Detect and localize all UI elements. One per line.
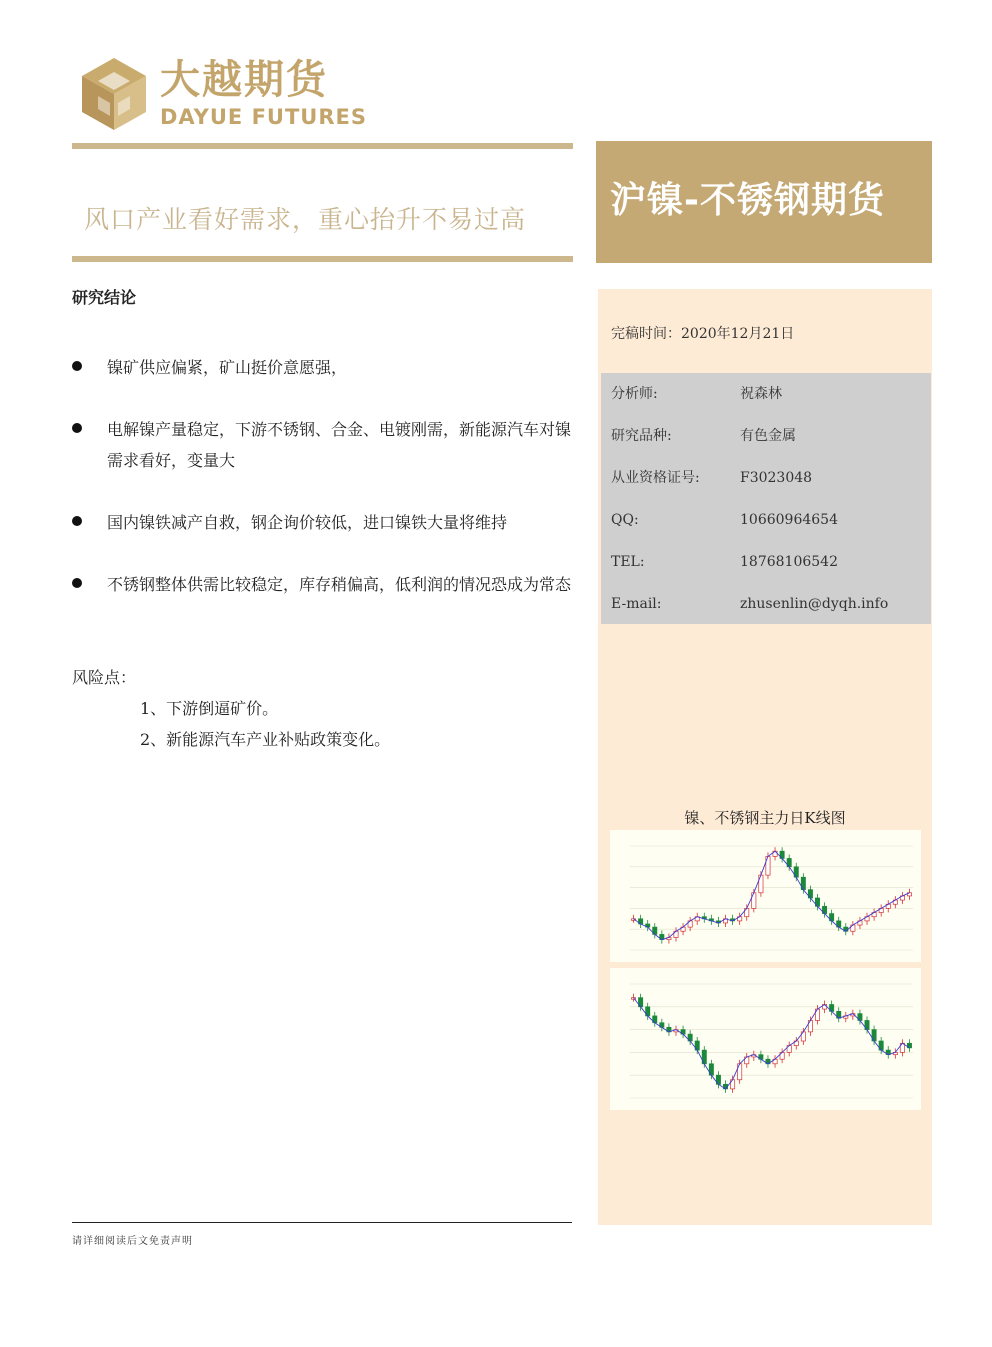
bullet-icon [72, 578, 82, 588]
header-rule-bottom [72, 256, 573, 262]
header-rule-top [72, 143, 573, 149]
info-value: 10660964654 [740, 512, 838, 528]
bullet-text: 电解镍产量稳定，下游不锈钢、合金、电镀刚需，新能源汽车对镍需求看好，变量大 [107, 420, 572, 470]
info-key: 从业资格证号: [611, 470, 700, 486]
bullet-icon [72, 423, 82, 433]
info-key: 分析师: [611, 386, 658, 402]
bullet-text: 不锈钢整体供需比较稳定，库存稍偏高，低利润的情况恐成为常态 [107, 575, 572, 594]
info-value: zhusenlin@dyqh.info [740, 596, 889, 612]
info-key: QQ: [611, 512, 639, 528]
info-value: F3023048 [740, 470, 813, 486]
info-value: 18768106542 [740, 554, 838, 570]
info-value: 有色金属 [740, 428, 796, 444]
bullet-icon [72, 516, 82, 526]
moving-average-line [634, 851, 910, 939]
info-key: TEL: [611, 554, 645, 570]
info-row-tel [611, 550, 838, 574]
bullet-text: 国内镍铁减产自救，钢企询价较低，进口镍铁大量将维持 [107, 513, 508, 532]
risk-heading: 风险点： [72, 668, 137, 687]
report-date: 完稿时间：2020年12月21日 [611, 326, 795, 342]
brand-name-en: DAYUE FUTURES [160, 105, 368, 129]
nickel-kline-chart [610, 830, 921, 962]
report-subtitle: 风口产业看好需求，重心抬升不易过高 [84, 205, 527, 234]
bullet-icon [72, 361, 82, 371]
info-row-email [611, 592, 888, 616]
product-banner [596, 141, 932, 263]
chart-caption: 镍、不锈钢主力日K线图 [684, 809, 846, 827]
footer-rule [72, 1222, 572, 1223]
footer-disclaimer: 请详细阅读后文免责声明 [72, 1236, 193, 1247]
info-row-qq [611, 508, 838, 532]
info-key: 研究品种: [611, 428, 672, 444]
info-key: E-mail: [611, 596, 662, 612]
risk-item: 2、新能源汽车产业补贴政策变化。 [140, 730, 391, 749]
risk-item: 1、下游倒逼矿价。 [140, 699, 279, 718]
stainless-kline-chart [610, 968, 921, 1110]
conclusion-heading: 研究结论 [72, 288, 137, 307]
info-row-analyst [611, 382, 782, 406]
info-value: 祝森林 [740, 386, 782, 402]
product-title: 沪镍-不锈钢期货 [610, 180, 885, 221]
brand-name-cn: 大越期货 [160, 57, 328, 103]
brand-logo-icon [80, 56, 148, 132]
analyst-info-box [601, 373, 931, 624]
info-row-license [611, 466, 812, 490]
bullet-text: 镍矿供应偏紧，矿山挺价意愿强， [107, 358, 348, 377]
info-row-category [611, 424, 796, 448]
